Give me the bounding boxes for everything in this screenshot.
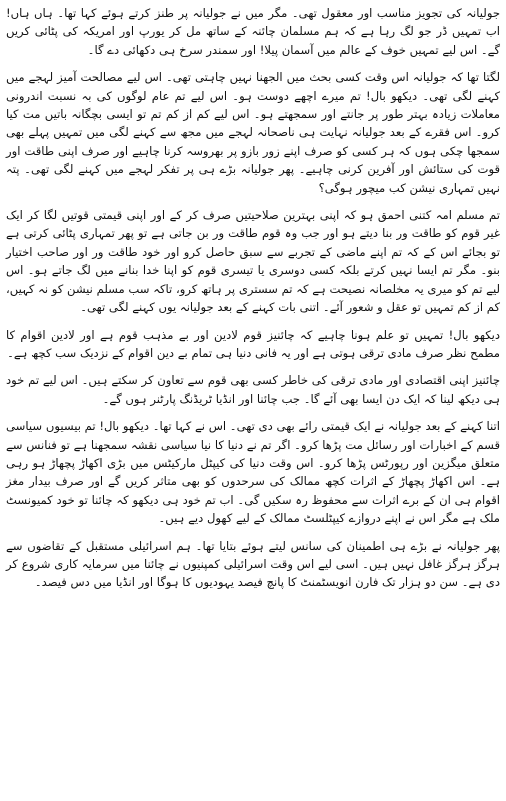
paragraph-7: پھر جولیانہ نے بڑے ہی اطمینان کی سانس لیتے ہوئے بتایا تھا۔ ہم اسرائیلی مستقبل کے تقاضوں سے ہرگز ہرگز غافل نہیں ہیں۔ اسی لیے اس وقت اسرائیلی کمپنیوں نے چائنا میں سرمایہ کاری شروع کر دی ہے۔ سن دو ہزار تک فارن انویسٹمنٹ کا پانچ فیصد یہودیوں کا ہوگا اور انڈیا میں دس فیصد۔: [6, 538, 500, 590]
paragraph-6: اتنا کہنے کے بعد جولیانہ نے ایک قیمتی رائے بھی دی تھی۔ اس نے کہا تھا۔ دیکھو بال! تم بیسیوں سیاسی قسم کے اخبارات اور رسائل مت پڑھا کرو۔ اگر تم نے دنیا کا نیا سیاسی نقشہ سمجھنا ہے تو فنانس سے متعلق میگزین اور رپورٹس پڑھا کرو۔ اس وقت دنیا کی کیپٹل مارکیٹس میں بڑی اکھاڑ پچھاڑ ہو رہی ہے۔ اس اکھاڑ پچھاڑ کے اثرات کچھ ممالک کی سرحدوں کو بھی متاثر کریں گے اور صرف بیدار مغز اقوام ہی ان کے برے اثرات سے محفوظ رہ سکیں گی۔ اب تم خود ہی دیکھو کہ چائنا تو خود کمیونسٹ ملک ہے مگر اس نے اپنے دروازے کیپٹلسٹ ممالک کے لیے کھول دیے ہیں۔: [6, 419, 500, 526]
document-page: [6, 0, 500, 801]
paragraph-3: تم مسلم امہ کتنی احمق ہو کہ اپنی بہترین صلاحیتیں صرف کر کے اور اپنی قیمتی قوتیں لگا کر ایک غیر قوم کو طاقت ور بنا دیتے ہو اور جب وہ قوم طاقت ور بن جاتی ہے تو پھر تمہاری پٹائی کرتی ہے تو بجائے اس کے کہ تم اپنے ماضی کے تجربے سے سبق حاصل کرو اور خود طاقت ور اور صاحب اختیار بنو۔ مگر تم ایسا نہیں کرتے بلکہ کسی دوسری یا تیسری قوم کو اپنا خدا بنانے میں لگ جاتے ہو۔ اس لیے تم کو میری یہ مخلصانہ نصیحت ہے کہ تم سستری پر ہاتھ کرو، تاکہ سب مسلم نیشن کو نہ کہیں، کم از کم تمہیں تو عقل و شعور آئے۔ اتنی بات کہنے کے بعد جولیانہ یوں کہنے لگی تھی۔: [6, 208, 500, 315]
paragraph-5: چائنیز اپنی اقتصادی اور مادی ترقی کی خاطر کسی بھی قوم سے تعاون کر سکتے ہیں۔ اس لیے تم خود ہی دیکھ لینا کہ ایک دن ایسا بھی آئے گا۔ جب چائنا اور انڈیا ٹریڈنگ پارٹنر ہوں گے۔: [6, 373, 500, 406]
paragraph-4: دیکھو بال! تمہیں تو علم ہونا چاہیے کہ چائنیز قوم لادین اور بے مذہب قوم ہے اور لادین اقوام کا مطمح نظر صرف مادی ترقی ہوتی ہے اور یہ فانی دنیا ہی تمام بے دین اقوام کے نزدیک سب کچھ ہے۔: [6, 327, 500, 360]
paragraph-1: جولیانہ کی تجویز مناسب اور معقول تھی۔ مگر میں نے جولیانہ پر طنز کرتے ہوئے کہا تھا۔ ہاں ہاں! اب تمہیں ڈر جو لگ رہا ہے کہ ہم مسلمان چائنہ کے ساتھ مل کر یورپ اور امریکہ کی پٹائی کریں گے۔ اس لیے تمہیں خوف کے عالم میں آسمان پیلا! اور سمندر سرخ ہی دکھائی دے گا۔: [6, 6, 500, 57]
paragraph-2: لگتا تھا کہ جولیانہ اس وقت کسی بحث میں الجھنا نہیں چاہتی تھی۔ اس لیے مصالحت آمیز لہجے میں کہنے لگی تھی۔ دیکھو بال! تم میرے اچھے دوست ہو۔ اس لیے تم عام لوگوں کی بہ نسبت اندرونی معاملات زیادہ بہتر طور پر جانتے اور سمجھتے ہو۔ اس لیے کم از کم تم تو ایسی بچگانہ باتیں مت کیا کرو۔ اس فقرے کے بعد جولیانہ نہایت ہی ناصحانہ لہجے میں مجھ سے کہنے لگی میں تمہیں پہلے بھی سمجھا چکی ہوں کہ ہر کسی کو صرف اپنے زور بازو پر بھروسہ کرنا چاہیے اور صرف اپنی طاقت اور قوت کی ستائش اور آفرین کرنی چاہیے۔ پھر جولیانہ بڑے ہی پر تفکر لہجے میں کہنے لگی تھی۔ پتہ نہیں تمہاری نیشن کب میچور ہوگی؟: [6, 70, 500, 195]
